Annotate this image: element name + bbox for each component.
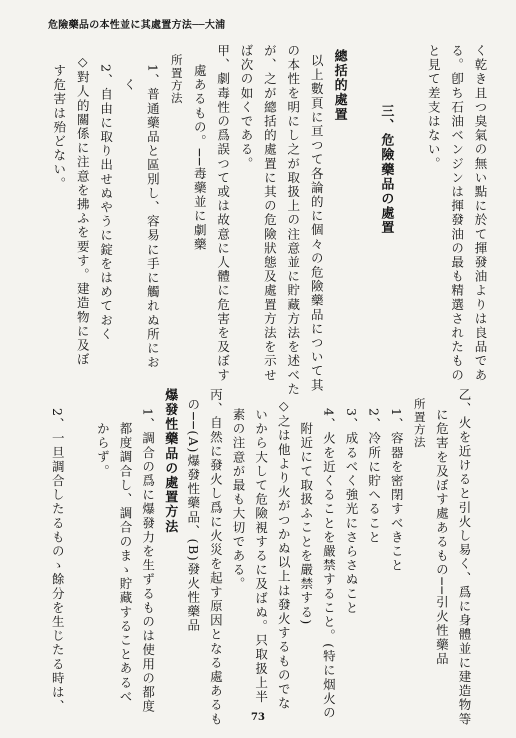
upper-column-line: の本性を明にし之が取扱上の注意並に貯藏方法を述べた xyxy=(285,44,301,397)
lower-column-line: ◇之は他より火がつかぬ以上は發火するものでな xyxy=(276,398,292,711)
upper-column-line: と見て差支はない。 xyxy=(426,44,442,171)
lower-column-line: に危害を及ぼす處あるもの──引火性藥品 xyxy=(434,408,450,666)
upper-column-line: く乾き且つ臭氣の無い點に於て揮發油よりは良品であ xyxy=(472,44,488,383)
lower-column-line: 都度調合し、調合のまゝ貯藏することあるべ xyxy=(117,422,133,704)
upper-column-line xyxy=(394,44,415,362)
upper-column-line: が、之が總括的處置に其の危險狀態及處置方法を示せ xyxy=(262,44,278,383)
page-number: 73 xyxy=(251,712,265,723)
lower-column-line: からず。 xyxy=(95,422,111,479)
upper-column-line: く xyxy=(121,78,137,93)
lower-column-line: 乙、火を近けると引火し易く、爲に身體並に建造物等 xyxy=(456,388,472,727)
lower-column-line: 4、火を近くることを嚴禁すること。(特に烟火の xyxy=(321,408,337,721)
upper-column-line: 以上數頁に亘つて各論的に個々の危險藥品について其 xyxy=(309,54,325,393)
upper-column-line: 甲、劇毒性の爲誤つて或は故意に人體に危害を及ぼす xyxy=(215,44,231,383)
upper-column-line: ば次の如くである。 xyxy=(238,44,254,171)
lower-column-line: いから大して危險視するに及ばぬ。只取扱上半 xyxy=(253,408,269,705)
lower-column-line: 3、成るべく強光にさらさぬこと xyxy=(343,408,359,615)
lower-column-line: 所置方法 xyxy=(412,398,427,449)
lower-column-line: の──(A)爆發性藥品、(B)發火性藥品 xyxy=(185,398,201,633)
lower-column-line: 爆發性藥品の處置方法 xyxy=(162,388,178,534)
upper-column-line: す危害は殆どない。 xyxy=(51,64,67,191)
lower-column-line: 丙、自然に發火し爲に火災を起す原因となる處あるも xyxy=(208,388,224,727)
lower-column-line xyxy=(65,388,86,690)
lower-column-line: 附近にて取扱ふことを嚴禁する) xyxy=(298,422,314,626)
upper-column-line: 1、普通藥品と區別し、容易に手に觸れぬ所にお xyxy=(145,64,161,370)
upper-column-line xyxy=(348,44,369,362)
upper-column-line: 所置方法 xyxy=(169,54,184,105)
upper-column-line: 處あるもの。──毒藥並に劇藥 xyxy=(192,64,208,252)
lower-column-line: 1、調合の爲に爆發力を生ずるものは使用の都度 xyxy=(140,408,156,714)
upper-column-line: る。卽ち石油ベンジンは揮發油の最も精選されたもの xyxy=(449,44,465,383)
upper-column-line: 總括的處置 xyxy=(331,49,347,122)
running-header: 危險藥品の本性並に其處置方法──大浦 xyxy=(48,20,226,31)
lower-column-line: 2、冷所に貯へること xyxy=(366,408,382,545)
lower-column-line: 素の注意が最も大切である。 xyxy=(230,408,246,592)
upper-column-line: ◇對人的關係に注意を拂ふを要す。建造物に及ぼ xyxy=(75,54,91,367)
lower-column-line: 1、容器を密閉すべきこと xyxy=(389,408,405,573)
lower-column-line: 2、一旦調合したるものゝ餘分を生じたる時は、 xyxy=(50,408,66,714)
upper-column-line: 2、自由に取り出せぬやうに錠をはめておく xyxy=(98,64,114,342)
upper-column-line: 三、危險藥品の處置 xyxy=(378,104,394,236)
